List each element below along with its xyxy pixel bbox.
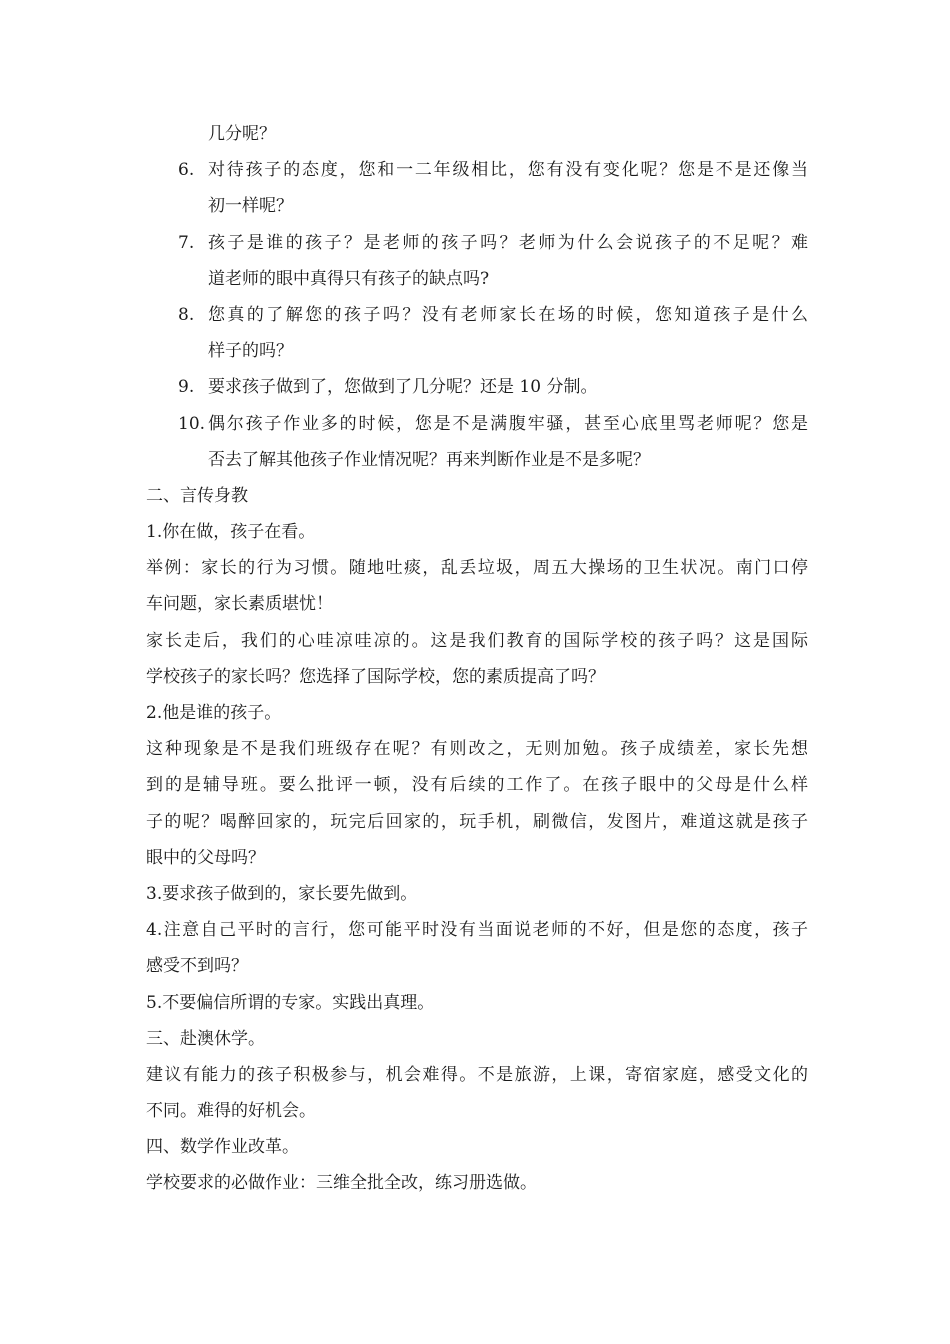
list-item	[146, 297, 808, 369]
paragraph-line: 车问题，家长素质堪忧！	[146, 594, 333, 615]
list-item-text: 初一样呢？	[208, 196, 293, 217]
paragraph-line: 家长走后，我们的心哇凉哇凉的。这是我们教育的国际学校的孩子吗？这是国际	[146, 630, 808, 651]
paragraph-line: 眼中的父母吗？	[146, 847, 265, 868]
paragraph	[146, 1129, 808, 1165]
paragraph	[146, 623, 808, 695]
paragraph-line: 四、数学作业改革。	[146, 1137, 299, 1158]
paragraph-line: 二、言传身教	[146, 485, 248, 506]
list-item-number: 10.	[178, 413, 206, 434]
paragraph-line: 三、赴澳休学。	[146, 1028, 265, 1049]
paragraph	[146, 550, 808, 622]
list-item-text: 要求孩子做到了，您做到了几分呢？还是 10 分制。	[208, 377, 598, 398]
list-item	[146, 369, 808, 405]
paragraph	[146, 1165, 808, 1201]
list-item	[146, 152, 808, 224]
list-item-text: 否去了解其他孩子作业情况呢？再来判断作业是不是多呢？	[208, 449, 650, 470]
paragraph	[146, 731, 808, 876]
list-item-number: 8.	[178, 304, 195, 325]
paragraph-line: 举例：家长的行为习惯。随地吐痰，乱丢垃圾，周五大操场的卫生状况。南门口停	[146, 558, 808, 579]
paragraph-line: 2.他是谁的孩子。	[146, 703, 282, 723]
list-item-number: 9.	[178, 377, 195, 398]
paragraph-line: 到的是辅导班。要么批评一顿，没有后续的工作了。在孩子眼中的父母是什么样	[146, 775, 808, 796]
numbered-list	[146, 116, 808, 478]
list-item-text: 样子的吗？	[208, 341, 293, 362]
paragraph-line: 建议有能力的孩子积极参与，机会难得。不是旅游，上课，寄宿家庭，感受文化的	[146, 1064, 808, 1085]
paragraph	[146, 876, 808, 912]
list-item	[146, 225, 808, 297]
paragraph	[146, 1021, 808, 1057]
paragraph-line: 感受不到吗？	[146, 956, 248, 977]
paragraph-line: 不同。难得的好机会。	[146, 1101, 316, 1122]
paragraph-line: 3.要求孩子做到的，家长要先做到。	[146, 883, 418, 904]
list-item-text: 偶尔孩子作业多的时候，您是不是满腹牢骚，甚至心底里骂老师呢？您是	[208, 413, 808, 434]
paragraph	[146, 1057, 808, 1129]
paragraph	[146, 695, 808, 731]
paragraph	[146, 478, 808, 514]
list-item-text: 您真的了解您的孩子吗？没有老师家长在场的时候，您知道孩子是什么	[208, 304, 808, 325]
list-item-number: 6.	[178, 160, 195, 181]
list-item-text: 孩子是谁的孩子？是老师的孩子吗？老师为什么会说孩子的不足呢？难	[208, 232, 808, 253]
list-item-number: 7.	[178, 232, 195, 253]
list-item-text: 几分呢？	[208, 124, 276, 144]
document-body	[146, 116, 808, 1202]
paragraph	[146, 514, 808, 550]
paragraph-section	[146, 478, 808, 1202]
paragraph-line: 5.不要偏信所谓的专家。实践出真理。	[146, 992, 435, 1013]
paragraph-line: 这种现象是不是我们班级存在呢？有则改之，无则加勉。孩子成绩差，家长先想	[146, 739, 808, 760]
paragraph-line: 学校孩子的家长吗？您选择了国际学校，您的素质提高了吗？	[146, 666, 605, 687]
paragraph-line: 4.注意自己平时的言行，您可能平时没有当面说老师的不好，但是您的态度，孩子	[146, 920, 808, 941]
list-item	[146, 116, 808, 152]
list-item	[146, 406, 808, 478]
paragraph-line: 子的呢？喝醉回家的，玩完后回家的，玩手机，刷微信，发图片，难道这就是孩子	[146, 811, 808, 832]
paragraph	[146, 912, 808, 984]
paragraph-line: 学校要求的必做作业：三维全批全改，练习册选做。	[146, 1173, 537, 1194]
list-item-text: 对待孩子的态度，您和一二年级相比，您有没有变化呢？您是不是还像当	[208, 160, 808, 181]
list-item-text: 道老师的眼中真得只有孩子的缺点吗?	[208, 268, 490, 289]
paragraph	[146, 985, 808, 1021]
paragraph-line: 1.你在做，孩子在看。	[146, 522, 316, 543]
